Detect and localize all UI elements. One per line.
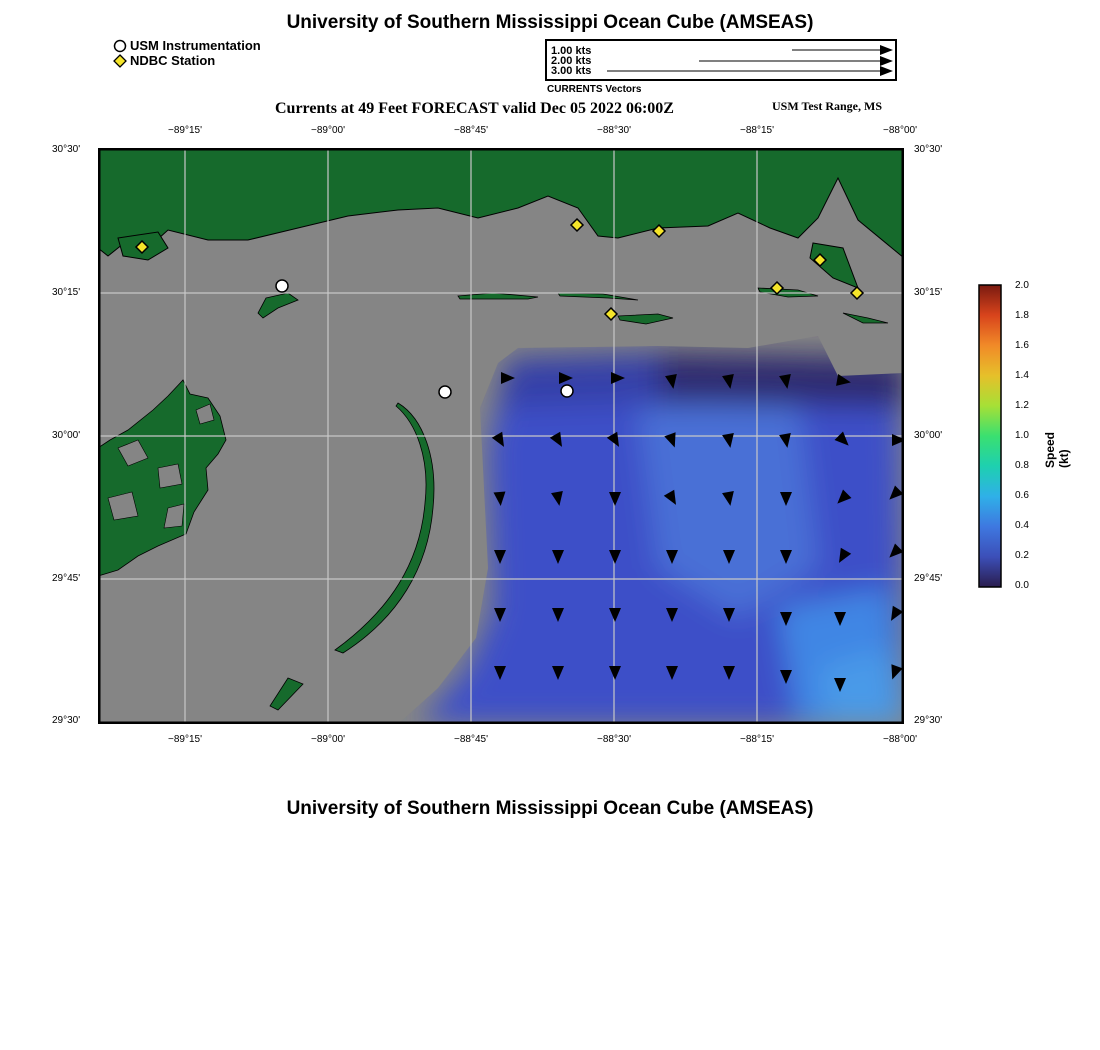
- lat-label-right: 29°30': [914, 715, 943, 726]
- vector-label-3: 3.00 kts: [551, 65, 592, 77]
- colorbar-tick: 0.6: [1015, 490, 1029, 501]
- colorbar-tick: 0.0: [1015, 580, 1029, 591]
- lon-label-top: −89°00': [311, 125, 345, 136]
- colorbar-tick: 1.6: [1015, 340, 1029, 351]
- lon-label-top: −88°00': [883, 125, 917, 136]
- lon-label-top: −89°15': [168, 125, 202, 136]
- colorbar-tick: 0.4: [1015, 520, 1029, 531]
- lon-label-top: −88°15': [740, 125, 774, 136]
- colorbar-tick: 2.0: [1015, 280, 1029, 291]
- page-title: University of Southern Mississippi Ocean Cube (AMSEAS): [286, 12, 814, 33]
- colorbar-tick: 1.2: [1015, 400, 1029, 411]
- lat-label-right: 30°00': [914, 430, 943, 441]
- vector-scale-arrows: [547, 41, 895, 79]
- speed-colorbar: [978, 284, 1002, 588]
- marsh-lake: [158, 464, 182, 488]
- lat-label-left: 30°30': [52, 144, 81, 155]
- colorbar-tick: 1.0: [1015, 430, 1029, 441]
- usm-instrument-marker[interactable]: [439, 386, 451, 398]
- lon-label-bottom: −89°00': [311, 734, 345, 745]
- lon-label-bottom: −88°30': [597, 734, 631, 745]
- legend-usm-label: USM Instrumentation: [130, 38, 261, 53]
- vector-label-1: 1.00 kts: [551, 45, 592, 57]
- lon-label-bottom: −88°00': [883, 734, 917, 745]
- usm-instrument-marker[interactable]: [561, 385, 573, 397]
- lat-label-right: 29°45': [914, 573, 943, 584]
- lon-label-top: −88°30': [597, 125, 631, 136]
- colorbar-tick: 0.2: [1015, 550, 1029, 561]
- usm-instrument-icon: [113, 39, 127, 53]
- region-label: USM Test Range, MS: [772, 99, 883, 113]
- lat-label-left: 29°30': [52, 715, 81, 726]
- lat-label-right: 30°30': [914, 144, 943, 155]
- lat-label-left: 29°45': [52, 573, 81, 584]
- legend-usm: [113, 38, 261, 53]
- legend-ndbc-label: NDBC Station: [130, 53, 216, 68]
- lat-label-left: 30°15': [52, 287, 81, 298]
- vector-scale-box: [545, 39, 897, 81]
- ndbc-station-icon: [113, 54, 127, 68]
- legend-ndbc: [113, 53, 215, 68]
- usm-instrument-marker[interactable]: [276, 280, 288, 292]
- map-subtitle: Currents at 49 Feet FORECAST valid Dec 05 2022 06:00Z: [275, 100, 674, 117]
- lon-label-bottom: −89°15': [168, 734, 202, 745]
- colorbar-tick: 1.4: [1015, 370, 1029, 381]
- colorbar-tick: 1.8: [1015, 310, 1029, 321]
- vectors-caption: CURRENTS Vectors: [547, 84, 642, 95]
- colorbar-title: Speed (kt): [1043, 431, 1071, 468]
- lon-label-bottom: −88°15': [740, 734, 774, 745]
- footer-title: University of Southern Mississippi Ocean Cube (AMSEAS): [286, 798, 814, 819]
- lat-label-left: 30°00': [52, 430, 81, 441]
- colorbar-tick: 0.8: [1015, 460, 1029, 471]
- lon-label-bottom: −88°45': [454, 734, 488, 745]
- vector-label-2: 2.00 kts: [551, 55, 592, 67]
- lat-label-right: 30°15': [914, 287, 943, 298]
- lon-label-top: −88°45': [454, 125, 488, 136]
- currents-map: [98, 148, 904, 724]
